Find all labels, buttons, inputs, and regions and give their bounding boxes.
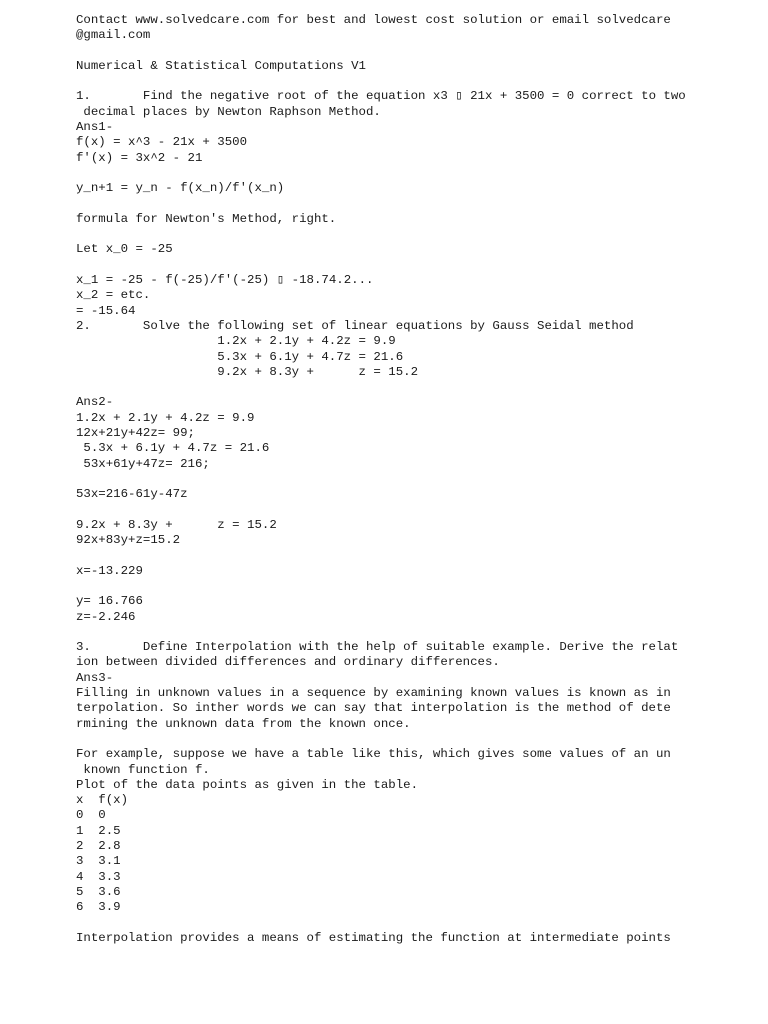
text-line: f'(x) = 3x^2 - 21 xyxy=(76,150,203,165)
text-line: y= 16.766 xyxy=(76,594,143,609)
text-line: y_n+1 = y_n - f(x_n)/f'(x_n) xyxy=(76,181,285,196)
text-line: known function f. xyxy=(76,762,210,777)
text-line: Contact www.solvedcare.com for best and lowest cost solution or email solvedcare xyxy=(76,13,671,27)
blank-line xyxy=(76,380,756,395)
blank-line xyxy=(76,548,756,563)
text-line: Plot of the data points as given in the table. xyxy=(76,777,419,792)
text-line: 2 2.8 xyxy=(76,839,121,854)
text-line: decimal places by Newton Raphson Method. xyxy=(76,104,381,119)
blank-line xyxy=(76,732,756,747)
text-line: Interpolation provides a means of estimating the function at intermediate points xyxy=(76,930,671,945)
text-line: x f(x) xyxy=(76,793,129,808)
text-line: 9.2x + 8.3y + z = 15.2 xyxy=(76,517,277,532)
text-line: @gmail.com xyxy=(76,28,151,43)
text-line: 12x+21y+42z= 99; xyxy=(76,426,195,441)
text-line: terpolation. So inther words we can say that interpolation is the method of dete xyxy=(76,701,671,716)
blank-line xyxy=(76,44,756,59)
blank-line xyxy=(76,579,756,594)
text-line: 3 3.1 xyxy=(76,854,121,869)
text-line: 6 3.9 xyxy=(76,900,121,915)
text-line: z=-2.246 xyxy=(76,609,136,624)
blank-line xyxy=(76,197,756,212)
text-line: Let x_0 = -25 xyxy=(76,242,173,257)
text-line: Ans2- xyxy=(76,395,114,410)
text-line: x_2 = etc. xyxy=(76,288,151,303)
text-line: formula for Newton's Method, right. xyxy=(76,211,337,226)
text-line: 5 3.6 xyxy=(76,884,121,899)
text-line: = -15.64 xyxy=(76,303,136,318)
blank-line xyxy=(76,916,756,931)
blank-line xyxy=(76,503,756,518)
text-line: 53x=216-61y-47z xyxy=(76,487,188,502)
text-line: 1.2x + 2.1y + 4.2z = 9.9 xyxy=(76,410,255,425)
blank-line xyxy=(76,227,756,242)
blank-line xyxy=(76,625,756,640)
text-line: 2. Solve the following set of linear equations by Gauss Seidal method xyxy=(76,318,634,333)
text-line: f(x) = x^3 - 21x + 3500 xyxy=(76,135,248,150)
text-line: 0 0 xyxy=(76,808,106,823)
blank-line xyxy=(76,472,756,487)
text-line: 5.3x + 6.1y + 4.7z = 21.6 xyxy=(76,441,270,456)
text-line: rmining the unknown data from the known once. xyxy=(76,716,411,731)
text-line: For example, suppose we have a table like this, which gives some values of an un xyxy=(76,747,671,762)
text-line: 53x+61y+47z= 216; xyxy=(76,456,210,471)
text-line: 1.2x + 2.1y + 4.2z = 9.9 xyxy=(76,334,396,349)
text-line: 5.3x + 6.1y + 4.7z = 21.6 xyxy=(76,349,404,364)
text-line: 9.2x + 8.3y + z = 15.2 xyxy=(76,364,419,379)
text-line: 4 3.3 xyxy=(76,869,121,884)
text-line: ion between divided differences and ordinary differences. xyxy=(76,655,500,670)
text-line: 92x+83y+z=15.2 xyxy=(76,533,181,548)
text-line: x=-13.229 xyxy=(76,563,143,578)
document-page xyxy=(76,13,756,946)
text-line: x_1 = -25 - f(-25)/f'(-25) ▯ -18.74.2... xyxy=(76,273,374,288)
blank-line xyxy=(76,74,756,89)
text-line: 1 2.5 xyxy=(76,823,121,838)
text-line: Ans1- xyxy=(76,120,114,135)
text-line: 1. Find the negative root of the equation x3 ▯ 21x + 3500 = 0 correct to two xyxy=(76,89,686,104)
text-line: Numerical & Statistical Computations V1 xyxy=(76,58,366,73)
text-line: 3. Define Interpolation with the help of suitable example. Derive the relat xyxy=(76,640,679,655)
text-line: Ans3- xyxy=(76,670,114,685)
blank-line xyxy=(76,166,756,181)
text-line: Filling in unknown values in a sequence by examining known values is known as in xyxy=(76,686,671,701)
blank-line xyxy=(76,258,756,273)
